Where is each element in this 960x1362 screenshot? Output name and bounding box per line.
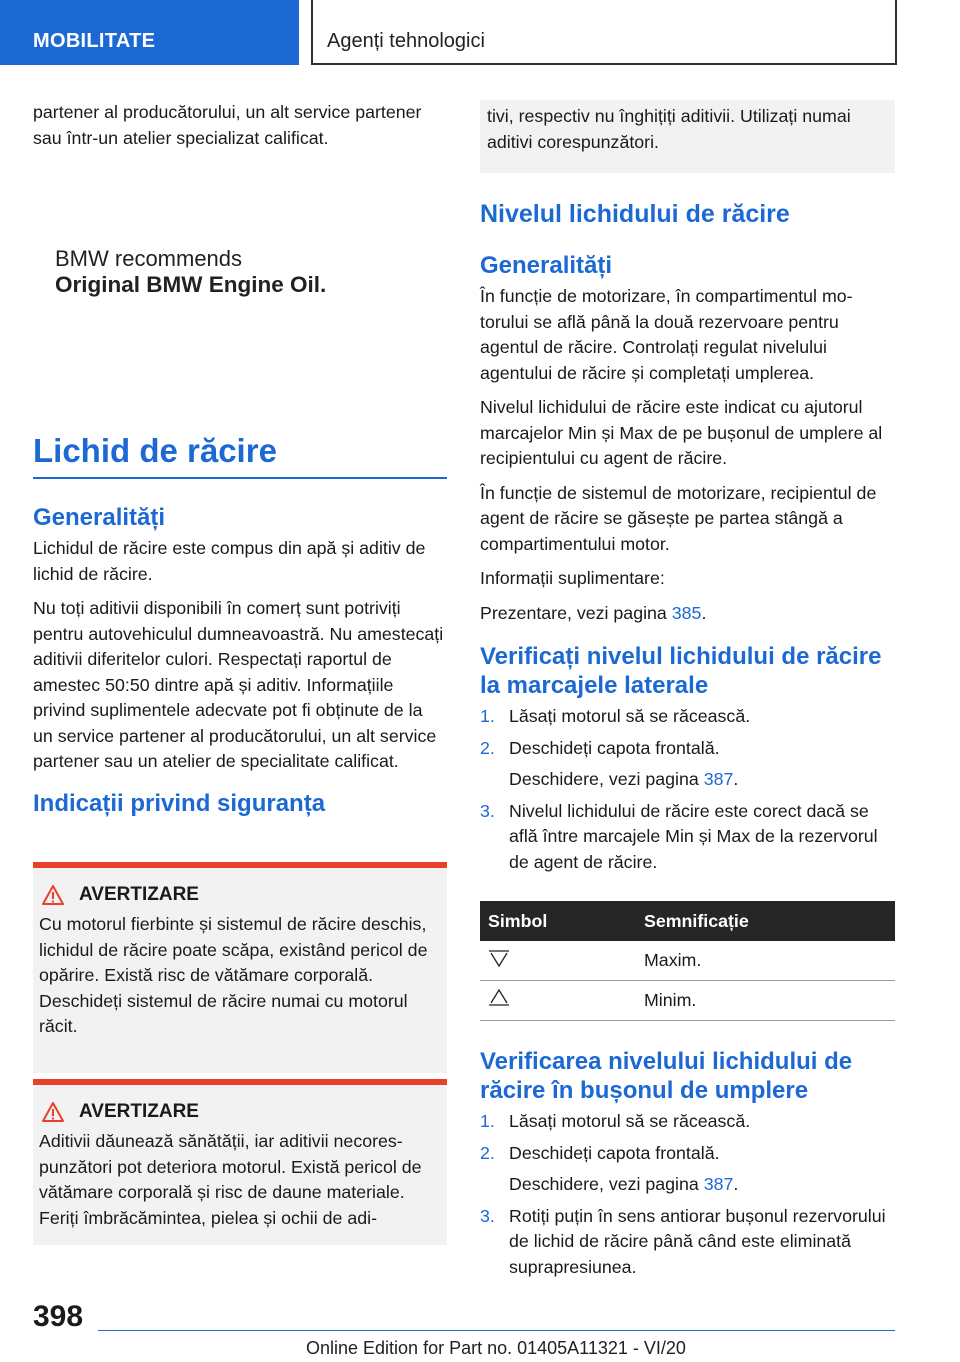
- open-reference: Deschidere, vezi pagina 387.: [509, 769, 739, 789]
- page-number: 398: [33, 1300, 84, 1333]
- heading-rule: [33, 477, 447, 479]
- warning-triangle-icon: [41, 884, 65, 906]
- table-row: [480, 981, 895, 1021]
- level-paragraph-2: Nivelul lichidului de răcire este indicat cu ajutorul marcajelor Min și Max de pe bușonul de umplere al recipientului cu agent de răcire.: [480, 397, 883, 468]
- list-item: 2. Deschideți capota frontală.: [480, 737, 720, 758]
- table-header-meaning: Semnificație: [636, 901, 895, 941]
- max-mark-icon: [488, 948, 510, 968]
- list-item: 2. Deschideți capota frontală.: [480, 1142, 720, 1163]
- ad-line-1: BMW recommends: [55, 246, 243, 271]
- list-item: 3. Rotiți puțin în sens antiorar bușonul rezervorului de lichid de răcire până când este eliminată suprapresiunea.: [480, 1205, 886, 1277]
- table-row: [480, 941, 895, 981]
- section-tab: [0, 0, 299, 65]
- footer-edition: Online Edition for Part no. 01405A11321 - VI/20: [306, 1338, 686, 1358]
- chapter-title-box: [311, 0, 897, 65]
- warning-text: Aditivii dăunează sănătății, iar aditivii necorespunzători pot deteriora motorul. Există pericol de vătămare corporală și risc de daune materiale. Feriți îmbrăcămintea, pielea și ochii de adi-: [39, 1131, 422, 1228]
- open-reference: Deschidere, vezi pagina 387.: [509, 1174, 739, 1194]
- level-paragraph-1: În funcție de motorizare, în compartimentul motorului se află până la două rezervoare pentru agentul de răcire. Controlați regulat nivelului agentului de răcire și completați umplerea.: [480, 286, 853, 383]
- note-text: tivi, respectiv nu înghițiți aditivii. Utilizați numai aditivi corespunzători.: [487, 106, 851, 152]
- warning-title-row: [41, 1101, 447, 1123]
- continued-note: [480, 100, 895, 173]
- side-marks-subheading: Verificați nivelul lichidului de răcire la marcajele laterale: [480, 643, 882, 699]
- coolant-section: [33, 432, 447, 470]
- ad-line-2: Original BMW Engine Oil.: [55, 272, 327, 297]
- intro-paragraph: partener al producătorului, un alt service partener sau într-un atelier specializat calificat.: [33, 102, 422, 148]
- page-link[interactable]: 387: [703, 1174, 734, 1194]
- general-block: [33, 503, 447, 822]
- symbol-table: [480, 901, 895, 1021]
- section-heading: Lichid de răcire: [33, 432, 277, 469]
- warning-box-2: [33, 1079, 447, 1245]
- warning-text: Cu motorul fierbinte și sistemul de răcire deschis, lichidul de răcire poate scăpa, existând pericol de opărire. Există risc de vătămare corporală. Deschideți sistemul de răcire numai cu motorul răcit.: [39, 914, 428, 1036]
- table-cell-meaning: Minim.: [636, 981, 895, 1021]
- general-paragraph-2: Nu toți aditivii disponibili în comerț sunt potriviți pentru autovehiculul dumneavoastră. Nu amestecați aditivii diferitelor culori. Respectați raportul de amestec 50:50 dintre apă și aditiv. Informațiile privind suplimentele adecvate pot fi obținute de la un service partener al producătorului, un alt service partener sau un atelier de specialitate calificat.: [33, 598, 444, 771]
- min-mark-icon: [488, 988, 510, 1008]
- warning-title-row: [41, 884, 447, 906]
- general-subheading: Generalități: [33, 504, 166, 531]
- section-label: MOBILITATE: [33, 30, 156, 52]
- side-steps-list: [480, 704, 895, 875]
- footer-rule: [98, 1330, 895, 1331]
- level-heading: Nivelul lichidului de răcire: [480, 200, 790, 228]
- warning-triangle-icon: [41, 1101, 65, 1123]
- chapter-title: Agenți tehnologici: [327, 30, 485, 52]
- table-header-symbol: Simbol: [480, 901, 636, 941]
- overview-reference: Prezentare, vezi pagina 385.: [480, 602, 707, 623]
- list-item: 1. Lăsați motorul să se răcească.: [480, 706, 751, 726]
- general-paragraph-1: Lichidul de răcire este compus din apă și aditiv de lichid de răcire.: [33, 538, 426, 584]
- level-paragraph-3: În funcție de sistemul de motorizare, recipientul de agent de răcire se găsește pe partea stângă a compartimentului motor.: [480, 482, 877, 554]
- safety-subheading: Indicații privind siguranța: [33, 789, 326, 817]
- left-column: [33, 100, 447, 160]
- page-link[interactable]: 385: [671, 602, 702, 623]
- table-cell-meaning: Maxim.: [636, 941, 895, 981]
- warning-box-1: [33, 862, 447, 1073]
- cap-steps-list: [480, 1109, 895, 1280]
- list-item: 3. Nivelul lichidului de răcire este corect dacă se află între marcajele Min și Max de la rezervorul de agent de răcire.: [480, 800, 878, 872]
- list-item: 1. Lăsați motorul să se răcească.: [480, 1111, 751, 1131]
- cap-subheading: Verificarea nivelului lichidului de răcire în bușonul de umplere: [480, 1048, 853, 1104]
- warning-title: AVERTIZARE: [79, 1101, 199, 1122]
- coolant-level-section: [480, 200, 895, 1286]
- level-paragraph-4: Informații suplimentare:: [480, 568, 665, 588]
- bmw-oil-ad: [55, 246, 326, 298]
- level-general-subheading: Generalități: [480, 252, 613, 279]
- warning-title: AVERTIZARE: [79, 884, 199, 905]
- page-link[interactable]: 387: [703, 769, 734, 789]
